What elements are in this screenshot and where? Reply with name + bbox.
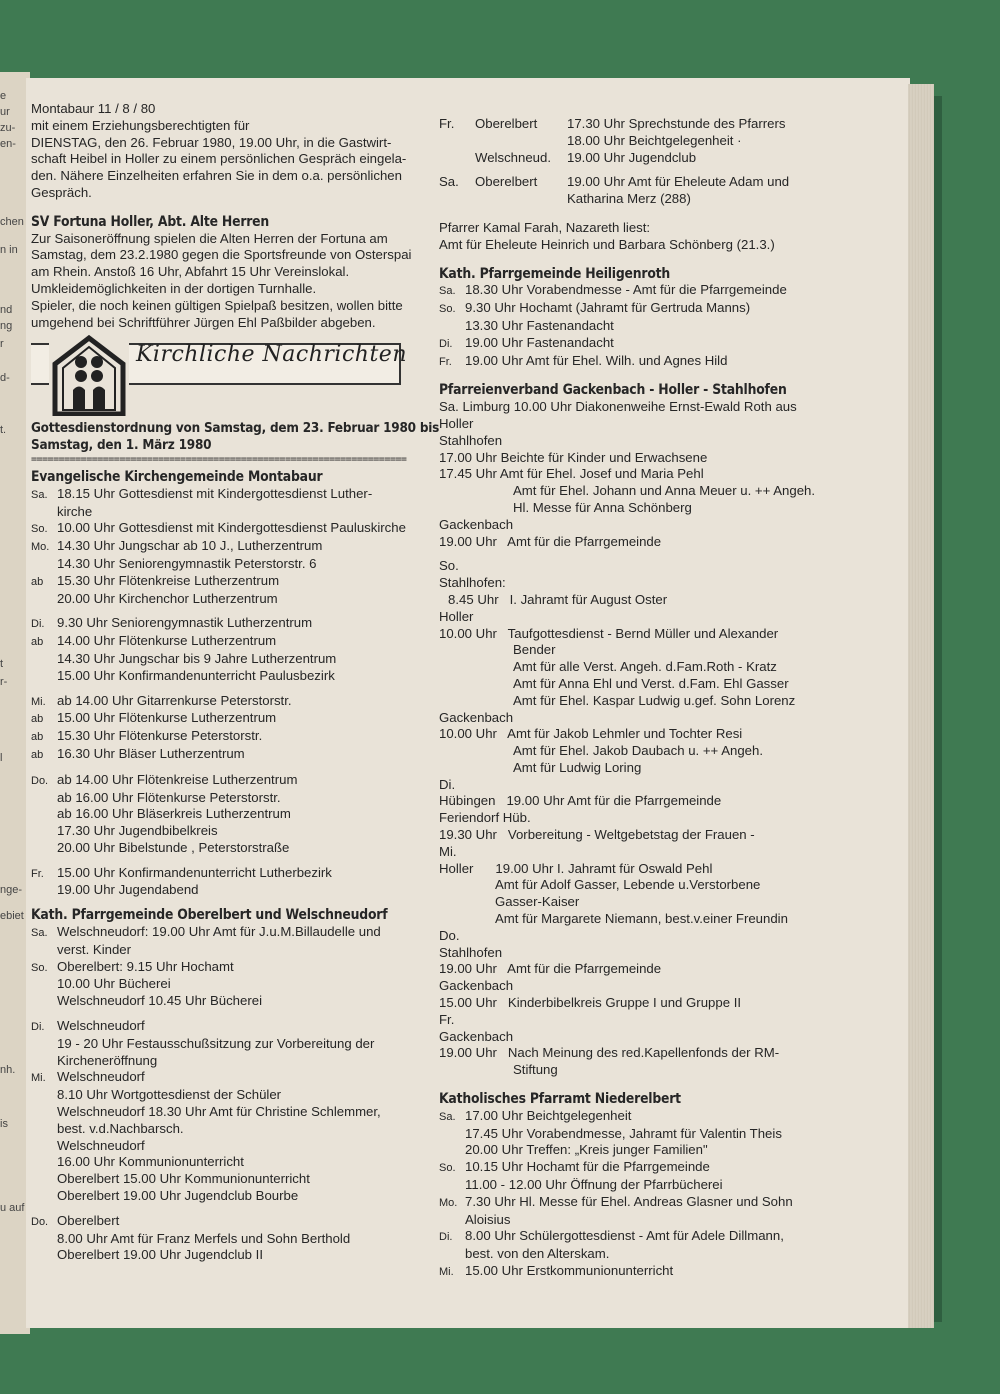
entry-text: 20.00 Uhr Bibelstunde , Peterstorstraße — [57, 839, 290, 855]
schedule-row — [31, 1188, 431, 1205]
text-line: Stahlhofen — [439, 432, 503, 448]
entry-text: 14.30 Uhr Seniorengymnastik Peterstorstr. 6 — [57, 555, 317, 571]
day-label: Fr. — [31, 867, 44, 880]
oberelbert-schedule-cont — [439, 116, 859, 208]
schedule-row — [31, 959, 431, 977]
text-line: Umkleidemöglichkeiten in der dortigen Turnhalle. — [31, 280, 317, 296]
margin-fragment: u auf — [0, 1202, 25, 1214]
text-line: Bender — [513, 642, 556, 658]
schedule-row — [31, 728, 431, 746]
schedule-row — [31, 1087, 431, 1104]
entry-text: 8.10 Uhr Wortgottesdienst der Schüler — [57, 1087, 282, 1103]
entry-text: 14.30 Uhr Jungschar bis 9 Jahre Lutherzentrum — [57, 650, 337, 666]
margin-fragment: nge- — [0, 884, 23, 896]
schedule-row — [439, 1126, 859, 1143]
schedule-row — [439, 1159, 859, 1177]
schedule-row — [31, 633, 431, 651]
entry-text: Aloisius — [465, 1211, 511, 1227]
section-title-heiligenroth: Kath. Pfarrgemeinde Heiligenroth — [439, 265, 671, 282]
text-line: Amt für Ehel. Johann und Anna Meuer u. ++ Angeh. — [513, 483, 816, 499]
text-line: 19.00 Uhr Amt für die Pfarrgemeinde — [439, 961, 662, 977]
text-line: Amt für Anna Ehl und Verst. d.Fam. Ehl Gasser — [513, 675, 789, 691]
entry-text: 9.30 Uhr Seniorengymnastik Lutherzentrum — [57, 615, 313, 631]
schedule-row — [439, 1263, 859, 1281]
text-line: Gackenbach — [439, 1028, 514, 1044]
entry-text: Welschneudorf: 19.00 Uhr Amt für J.u.M.Billaudelle und — [57, 924, 381, 940]
day-label: Mi. — [31, 695, 46, 708]
section-title-oberelbert: Kath. Pfarrgemeinde Oberelbert und Welschneudorf — [31, 907, 388, 924]
day-label: Mi. — [31, 1072, 46, 1085]
text-line: 10.00 Uhr Taufgottesdienst - Bernd Müller und Alexander — [439, 625, 779, 641]
text-line: Do. — [439, 927, 460, 943]
page-edge — [908, 84, 934, 1328]
entry-text: kirche — [57, 503, 93, 519]
schedule-row — [31, 840, 431, 857]
text-line: Holler — [439, 608, 474, 624]
evangelisch-schedule — [31, 486, 431, 900]
margin-fragment: chen — [0, 216, 24, 228]
text-line: Amt für Margarete Niemann, best.v.einer Freundin — [495, 911, 788, 927]
margin-fragment: nh. — [0, 1064, 16, 1076]
day-label: Di. — [31, 618, 45, 631]
schedule-row — [31, 710, 431, 728]
entry-text: Oberelbert: 9.15 Uhr Hochamt — [57, 958, 234, 974]
text-line: Gackenbach — [439, 978, 514, 994]
margin-fragment: r- — [0, 676, 8, 688]
spacer — [31, 764, 431, 772]
margin-fragment: ebiet — [0, 910, 24, 922]
schedule-row — [31, 772, 431, 790]
day-label: So. — [439, 1162, 456, 1175]
entry-text: Oberelbert — [57, 1212, 120, 1228]
entry-text: 14.00 Uhr Flötenkurse Lutherzentrum — [57, 633, 277, 649]
schedule-row — [439, 1246, 859, 1263]
day-label: Fr. — [439, 355, 452, 368]
day-label: Sa. — [439, 1110, 456, 1123]
margin-fragment: ur — [0, 106, 10, 118]
right-column — [439, 116, 859, 1281]
text-line: 10.00 Uhr Amt für Jakob Lehmler und Tochter Resi — [439, 726, 743, 742]
day-label: ab — [31, 575, 44, 588]
text-line: umgehend bei Schriftführer Jürgen Ehl Paßbilder abgeben. — [31, 314, 376, 330]
text-line: Pfarrer Kamal Farah, Nazareth liest: — [439, 219, 651, 235]
schedule-row — [439, 1194, 859, 1212]
text-line: Stahlhofen — [439, 944, 503, 960]
day-label: Di. — [439, 337, 453, 350]
day-label: Do. — [31, 774, 49, 787]
entry-text: Welschneudorf 10.45 Uhr Bücherei — [57, 993, 263, 1009]
schedule-row — [31, 1036, 431, 1053]
entry-text: Welschneudorf 18.30 Uhr Amt für Christine Schlemmer, — [57, 1104, 381, 1120]
text-line: 19.00 Uhr Nach Meinung des red.Kapellenfonds der RM- — [439, 1045, 780, 1061]
left-column — [31, 101, 440, 1264]
entry-text: verst. Kinder — [57, 941, 132, 957]
banner-title: Kirchliche Nachrichten — [136, 342, 407, 368]
entry-text: 7.30 Uhr Hl. Messe für Ehel. Andreas Glasner und Sohn — [465, 1193, 793, 1209]
place-label — [475, 133, 567, 150]
schedule-row — [439, 318, 859, 335]
schedule-row — [31, 823, 431, 840]
entry-text: 16.30 Uhr Bläser Lutherzentrum — [57, 745, 245, 761]
schedule-row — [31, 942, 431, 959]
day-label — [439, 133, 475, 150]
text-line: mit einem Erziehungsberechtigten für — [31, 117, 250, 133]
entry-text: 15.00 Uhr Konfirmandenunterricht Lutherbezirk — [57, 864, 332, 880]
schedule-row — [31, 1121, 431, 1138]
schedule-row — [31, 556, 431, 573]
day-label — [439, 191, 475, 208]
text-line: 19.30 Uhr Vorbereitung - Weltgebetstag der Frauen - — [439, 827, 755, 843]
text-line: schaft Heibel in Holler zu einem persönlichen Gespräch eingela- — [31, 151, 407, 167]
entry-text: Welschneudorf — [57, 1069, 145, 1085]
entry-text: Kircheneröffnung — [57, 1052, 158, 1068]
entry-text: 11.00 - 12.00 Uhr Öffnung der Pfarrbücherei — [465, 1177, 723, 1193]
text-line: Stiftung — [513, 1062, 558, 1078]
text-line: Stahlhofen: — [439, 575, 506, 591]
entry-text: Oberelbert 19.00 Uhr Jugendclub II — [57, 1247, 263, 1263]
text-line: Di. — [439, 776, 456, 792]
schedule-row — [31, 1171, 431, 1188]
entry-text: 15.00 Uhr Flötenkurse Lutherzentrum — [57, 710, 277, 726]
text-line: Mi. — [439, 843, 457, 859]
text-line: Gackenbach — [439, 516, 514, 532]
niederelbert-schedule — [439, 1108, 859, 1281]
schedule-row — [31, 1104, 431, 1121]
intro-block — [31, 101, 431, 202]
schedule-row — [439, 1212, 859, 1229]
schedule-row — [31, 538, 431, 556]
entry-text: ab 16.00 Uhr Flötenkurse Peterstorstr. — [57, 789, 281, 805]
day-label: Sa. — [439, 285, 456, 298]
day-label: Mi. — [439, 1266, 454, 1278]
spacer — [439, 166, 859, 174]
spacer — [31, 857, 431, 865]
schedule-row — [31, 651, 431, 668]
schedule-row — [31, 1231, 431, 1248]
place-label: Oberelbert — [475, 174, 538, 190]
schedule-row — [439, 1108, 859, 1126]
text-line: Samstag, dem 23.2.1980 gegen die Sportsfreunde von Osterspai — [31, 247, 412, 263]
service-schedule-title: Gottesdienstordnung von Samstag, dem 23. Februar 1980 bis — [31, 421, 440, 437]
entry-text: 19.00 Uhr Fastenandacht — [465, 334, 614, 350]
text-line: 17.00 Uhr Beichte für Kinder und Erwachsene — [439, 449, 708, 465]
schedule-row — [439, 133, 859, 150]
entry-text: 20.00 Uhr Kirchenchor Lutherzentrum — [57, 590, 278, 606]
text-line: den. Nähere Einzelheiten erfahren Sie in dem o.a. persönlichen — [31, 168, 402, 184]
day-label: Fr. — [439, 116, 455, 131]
margin-fragment: e — [0, 90, 7, 102]
schedule-row — [31, 924, 431, 942]
schedule-row — [31, 668, 431, 685]
entry-text: ab 16.00 Uhr Bläserkreis Lutherzentrum — [57, 806, 291, 822]
day-label: So. — [31, 523, 48, 536]
church-news-banner — [31, 339, 431, 415]
schedule-row — [439, 300, 859, 318]
day-label: So. — [439, 303, 456, 316]
schedule-row — [439, 174, 859, 191]
day-label: Di. — [439, 1231, 453, 1244]
entry-text: ab 14.00 Uhr Flötenkreise Lutherzentrum — [57, 771, 298, 787]
schedule-row — [31, 790, 431, 807]
schedule-row — [31, 746, 431, 764]
schedule-row — [31, 693, 431, 711]
entry-text: 17.00 Uhr Beichtgelegenheit — [465, 1107, 632, 1123]
entry-text: best. von den Alterskam. — [465, 1246, 610, 1262]
entry-text: 10.15 Uhr Hochamt für die Pfarrgemeinde — [465, 1159, 710, 1175]
schedule-row — [31, 865, 431, 883]
margin-fragment: zu- — [0, 122, 16, 134]
schedule-row — [31, 615, 431, 633]
day-label: Di. — [31, 1021, 45, 1034]
schedule-row — [31, 806, 431, 823]
book-spine — [934, 96, 942, 1322]
entry-text: 16.00 Uhr Kommunionunterricht — [57, 1154, 244, 1170]
text-line: Gasser-Kaiser — [495, 894, 580, 910]
entry-text: 18.30 Uhr Vorabendmesse - Amt für die Pfarrgemeinde — [465, 282, 787, 298]
text-line: 19.00 Uhr Amt für die Pfarrgemeinde — [439, 533, 662, 549]
day-label: Sa. — [31, 488, 48, 501]
entry-text: 17.30 Uhr Sprechstunde des Pfarrers — [567, 116, 786, 131]
text-line: Amt für Eheleute Heinrich und Barbara Schönberg (21.3.) — [439, 236, 775, 252]
entry-text: 13.30 Uhr Fastenandacht — [465, 317, 614, 333]
schedule-row — [439, 1228, 859, 1246]
text-line: Amt für Ehel. Jakob Daubach u. ++ Angeh. — [513, 743, 763, 759]
spacer — [439, 550, 859, 558]
entry-text: 20.00 Uhr Treffen: „Kreis junger Familien" — [465, 1142, 708, 1158]
schedule-row — [31, 1213, 431, 1231]
section-title-gackenbach: Pfarreienverband Gackenbach - Holler - Stahlhofen — [439, 382, 787, 399]
entry-text: 19.00 Uhr Jugendclub — [567, 149, 697, 165]
schedule-row — [439, 150, 859, 167]
place-label: Oberelbert — [475, 116, 538, 131]
day-label: So. — [31, 961, 48, 974]
section-title-evangelisch: Evangelische Kirchengemeinde Montabaur — [31, 468, 323, 485]
schedule-row — [31, 520, 431, 538]
entry-text: Oberelbert 15.00 Uhr Kommunionunterricht — [57, 1171, 310, 1187]
schedule-row — [31, 976, 431, 993]
entry-text: 15.00 Uhr Erstkommunionunterricht — [465, 1263, 674, 1278]
entry-text: 9.30 Uhr Hochamt (Jahramt für Gertruda Manns) — [465, 300, 751, 316]
schedule-row — [439, 353, 859, 371]
text-line: Amt für Ehel. Kaspar Ludwig u.gef. Sohn Lorenz — [513, 692, 796, 708]
schedule-row — [31, 1018, 431, 1036]
schedule-row — [31, 993, 431, 1010]
schedule-row — [439, 116, 859, 133]
day-label: ab — [31, 748, 44, 761]
margin-fragment: l — [0, 752, 3, 764]
entry-text: best. v.d.Nachbarsch. — [57, 1120, 184, 1136]
margin-fragment: d- — [0, 372, 10, 384]
schedule-row — [439, 282, 859, 300]
place-label: Welschneud. — [475, 149, 551, 165]
entry-text: 15.00 Uhr Konfirmandenunterricht Paulusbezirk — [57, 667, 335, 683]
schedule-row — [31, 1247, 431, 1264]
entry-text: 14.30 Uhr Jungschar ab 10 J., Lutherzentrum — [57, 538, 323, 554]
entry-text: 17.45 Uhr Vorabendmesse, Jahramt für Valentin Theis — [465, 1125, 782, 1141]
day-label: ab — [31, 636, 44, 649]
entry-text: 19 - 20 Uhr Festausschußsitzung zur Vorbereitung der — [57, 1035, 375, 1051]
schedule-row — [31, 1154, 431, 1171]
text-line: Holler — [439, 415, 474, 431]
text-line: DIENSTAG, den 26. Februar 1980, 19.00 Uhr, in die Gastwirt- — [31, 134, 392, 150]
text-line: Hübingen 19.00 Uhr Amt für die Pfarrgemeinde — [439, 793, 722, 809]
text-line: Amt für Ludwig Loring — [513, 759, 642, 775]
text-line: So. — [439, 558, 459, 574]
entry-text: 10.00 Uhr Gottesdienst mit Kindergottesdienst Pauluskirche — [57, 520, 406, 536]
schedule-row — [439, 335, 859, 353]
schedule-row — [31, 1053, 431, 1070]
margin-fragment: is — [0, 1118, 8, 1130]
fortuna-block — [31, 231, 431, 332]
margin-fragment: en- — [0, 138, 16, 150]
entry-text: Welschneudorf — [57, 1018, 145, 1034]
margin-fragment: t — [0, 658, 4, 670]
text-line: Gespräch. — [31, 184, 92, 200]
entry-text: 18.15 Uhr Gottesdienst mit Kindergottesdienst Luther- — [57, 485, 373, 501]
text-line: Amt für Adolf Gasser, Lebende u.Verstorbene — [495, 877, 761, 893]
separator-line: ==================================================================== — [31, 454, 407, 465]
text-line: Holler 19.00 Uhr I. Jahramt für Oswald Pehl — [439, 860, 713, 876]
entry-text: 18.00 Uhr Beichtgelegenheit · — [567, 132, 742, 148]
text-line: Amt für alle Verst. Angeh. d.Fam.Roth - Kratz — [513, 659, 777, 675]
text-line: Montabaur 11 / 8 / 80 — [31, 101, 156, 116]
schedule-row — [439, 1177, 859, 1194]
oberelbert-schedule — [31, 924, 431, 1264]
schedule-row — [439, 191, 859, 208]
day-label: Mo. — [439, 1196, 458, 1209]
entry-text: 15.30 Uhr Flötenkreise Lutherzentrum — [57, 572, 280, 588]
entry-text: Oberelbert 19.00 Uhr Jugendclub Bourbe — [57, 1188, 299, 1204]
place-label — [475, 191, 567, 208]
margin-fragment: r — [0, 338, 4, 350]
entry-text: 10.00 Uhr Bücherei — [57, 976, 171, 992]
section-title-niederelbert: Katholisches Pfarramt Niederelbert — [439, 1091, 681, 1108]
margin-fragment: t. — [0, 424, 7, 436]
heiligenroth-schedule — [439, 282, 859, 370]
margin-fragment: n in — [0, 244, 18, 256]
entry-text: 17.30 Uhr Jugendbibelkreis — [57, 823, 218, 839]
entry-text: Katharina Merz (288) — [567, 191, 691, 207]
church-window-icon — [49, 334, 129, 416]
text-line: Spieler, die noch keinen gültigen Spielpaß besitzen, wollen bitte — [31, 297, 403, 313]
schedule-row — [31, 504, 431, 521]
text-line: 15.00 Uhr Kinderbibelkreis Gruppe I und Gruppe II — [439, 995, 742, 1011]
entry-text: 19.00 Uhr Amt für Eheleute Adam und — [567, 174, 790, 190]
spacer — [31, 1010, 431, 1018]
schedule-row — [31, 486, 431, 504]
spacer — [31, 607, 431, 615]
spacer — [31, 1205, 431, 1213]
schedule-row — [31, 573, 431, 591]
text-line: Sa. Limburg 10.00 Uhr Diakonenweihe Ernst-Ewald Roth aus — [439, 399, 797, 415]
service-schedule-title-2: Samstag, den 1. März 1980 — [31, 438, 212, 454]
entry-text: 19.00 Uhr Amt für Ehel. Wilh. und Agnes Hild — [465, 352, 728, 368]
day-label: Do. — [31, 1215, 49, 1228]
gackenbach-schedule — [439, 399, 859, 1079]
text-line: am Rhein. Anstoß 16 Uhr, Abfahrt 15 Uhr Vereinslokal. — [31, 264, 350, 280]
text-line: 8.45 Uhr I. Jahramt für August Oster — [448, 591, 668, 607]
day-label: Sa. — [31, 927, 48, 940]
section-title-fortuna: SV Fortuna Holler, Abt. Alte Herren — [31, 213, 270, 230]
schedule-row — [31, 1138, 431, 1155]
schedule-row — [31, 1069, 431, 1087]
day-label: Sa. — [439, 174, 459, 190]
entry-text: 19.00 Uhr Jugendabend — [57, 882, 199, 898]
text-line: 17.45 Uhr Amt für Ehel. Josef und Maria Pehl — [439, 466, 704, 482]
margin-fragment: nd — [0, 304, 13, 316]
entry-text: 8.00 Uhr Amt für Franz Merfels und Sohn Berthold — [57, 1230, 351, 1246]
text-line: Gackenbach — [439, 709, 514, 725]
entry-text: ab 14.00 Uhr Gitarrenkurse Peterstorstr. — [57, 692, 292, 708]
entry-text: 8.00 Uhr Schülergottesdienst - Amt für Adele Dillmann, — [465, 1228, 784, 1244]
entry-text: 15.30 Uhr Flötenkurse Peterstorstr. — [57, 728, 263, 744]
schedule-row — [31, 591, 431, 608]
spacer — [31, 685, 431, 693]
text-line: Hl. Messe für Anna Schönberg — [513, 499, 692, 515]
day-label: Mo. — [31, 541, 50, 554]
day-label — [439, 150, 475, 167]
text-line: Zur Saisoneröffnung spielen die Alten Herren der Fortuna am — [31, 230, 388, 246]
text-line: Fr. — [439, 1011, 455, 1027]
schedule-row — [439, 1142, 859, 1159]
day-label: ab — [31, 731, 44, 744]
entry-text: Welschneudorf — [57, 1137, 145, 1153]
text-line: Feriendorf Hüb. — [439, 810, 531, 826]
margin-fragment: ng — [0, 320, 13, 332]
schedule-row — [31, 882, 431, 899]
day-label: ab — [31, 713, 44, 726]
